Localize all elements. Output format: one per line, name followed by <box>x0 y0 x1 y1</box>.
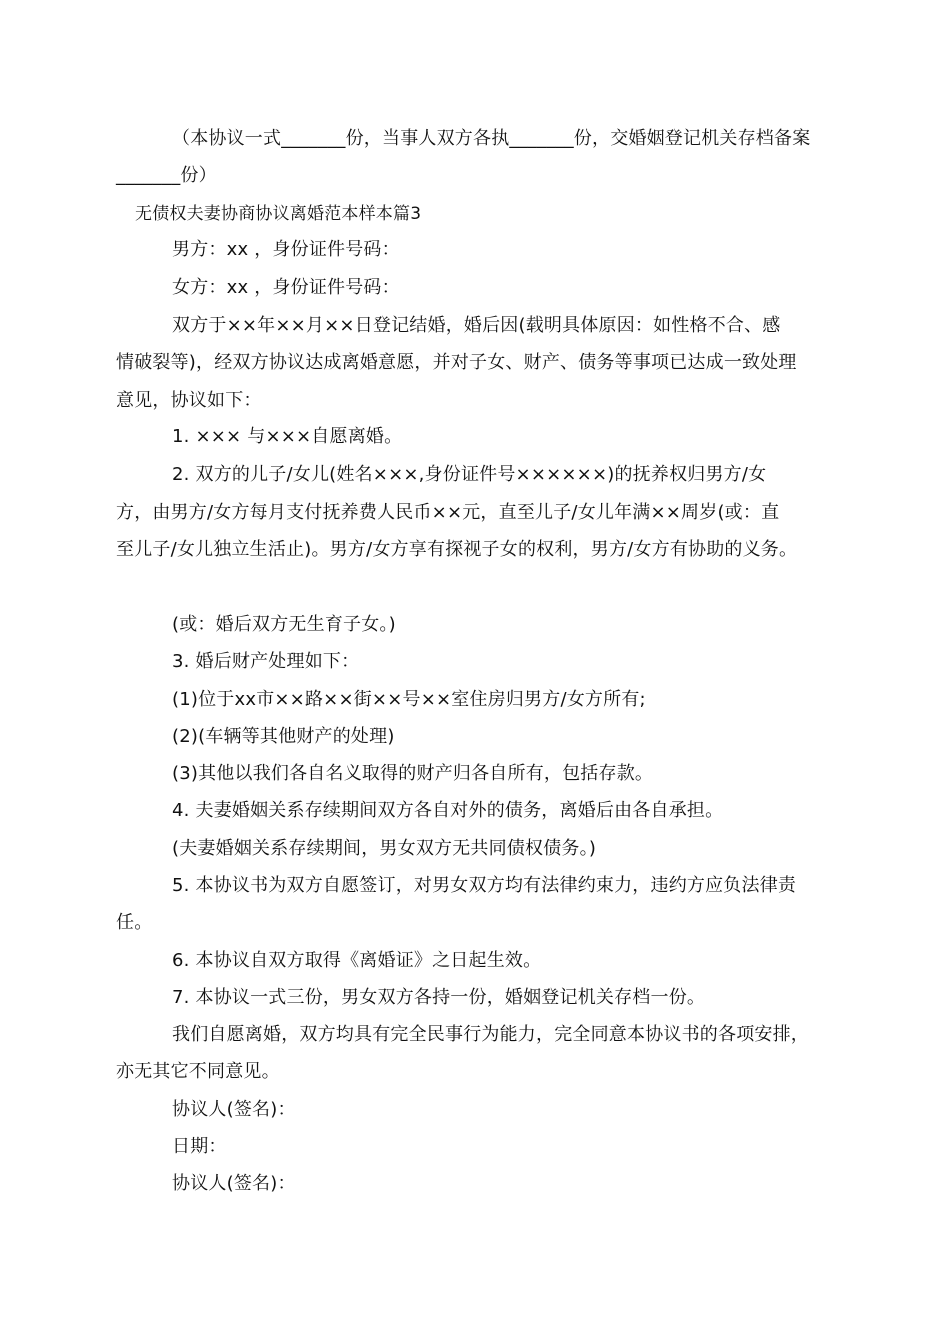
intro-paragraph-line-3: 意见，协议如下： <box>116 390 262 411</box>
intro-paragraph-line-2: 情破裂等)，经双方协议达成离婚意愿，并对子女、财产、债务等事项已达成一致处理 <box>116 352 797 373</box>
intro-paragraph-line-1: 双方于××年××月××日登记结婚，婚后因(载明具体原因：如性格不合、感 <box>172 315 781 336</box>
clause-1: 1. ××× 与×××自愿离婚。 <box>172 426 403 447</box>
female-party-line: 女方：xx ，身份证件号码： <box>172 277 400 298</box>
section-heading: 无债权夫妻协商协议离婚范本样本篇3 <box>135 204 422 224</box>
clause-6: 6. 本协议自双方取得《离婚证》之日起生效。 <box>172 950 542 971</box>
clause-3-item-1: (1)位于xx市××路××街××号××室住房归男方/女方所有; <box>172 689 646 710</box>
clause-5-line-1: 5. 本协议书为双方自愿签订，对男女双方均有法律约束力，违约方应负法律责 <box>172 875 797 896</box>
closing-statement-line-2: 亦无其它不同意见。 <box>116 1061 280 1082</box>
clause-3: 3. 婚后财产处理如下： <box>172 651 360 672</box>
clause-2-alternative: (或：婚后双方无生育子女。) <box>172 614 396 635</box>
clause-5-line-2: 任。 <box>116 912 153 933</box>
signature-line-2: 协议人(签名)： <box>172 1173 296 1194</box>
clause-4-alternative: (夫妻婚姻关系存续期间，男女双方无共同债权债务。) <box>172 838 597 859</box>
date-line: 日期： <box>172 1136 227 1157</box>
clause-2-line-3: 至儿子/女儿独立生活止)。男方/女方享有探视子女的权利，男方/女方有协助的义务。 <box>116 539 798 560</box>
signature-line-1: 协议人(签名)： <box>172 1099 296 1120</box>
clause-2-line-1: 2. 双方的儿子/女儿(姓名×××,身份证件号××××××)的抚养权归男方/女 <box>172 464 767 485</box>
clause-3-item-2: (2)(车辆等其他财产的处理) <box>172 726 395 747</box>
clause-3-item-3: (3)其他以我们各自名义取得的财产归各自所有，包括存款。 <box>172 763 654 784</box>
closing-statement-line-1: 我们自愿离婚，双方均具有完全民事行为能力，完全同意本协议书的各项安排， <box>172 1024 809 1045</box>
male-party-line: 男方：xx ，身份证件号码： <box>172 239 400 260</box>
clause-4: 4. 夫妻婚姻关系存续期间双方各自对外的债务，离婚后由各自承担。 <box>172 800 724 821</box>
copies-note-line-2: _______份） <box>116 165 217 186</box>
copies-note-line-1: （本协议一式_______份，当事人双方各执_______份，交婚姻登记机关存档备案 <box>172 128 811 149</box>
clause-7: 7. 本协议一式三份，男女双方各持一份，婚姻登记机关存档一份。 <box>172 987 706 1008</box>
clause-2-line-2: 方，由男方/女方每月支付抚养费人民币××元，直至儿子/女儿年满××周岁(或：直 <box>116 502 780 523</box>
